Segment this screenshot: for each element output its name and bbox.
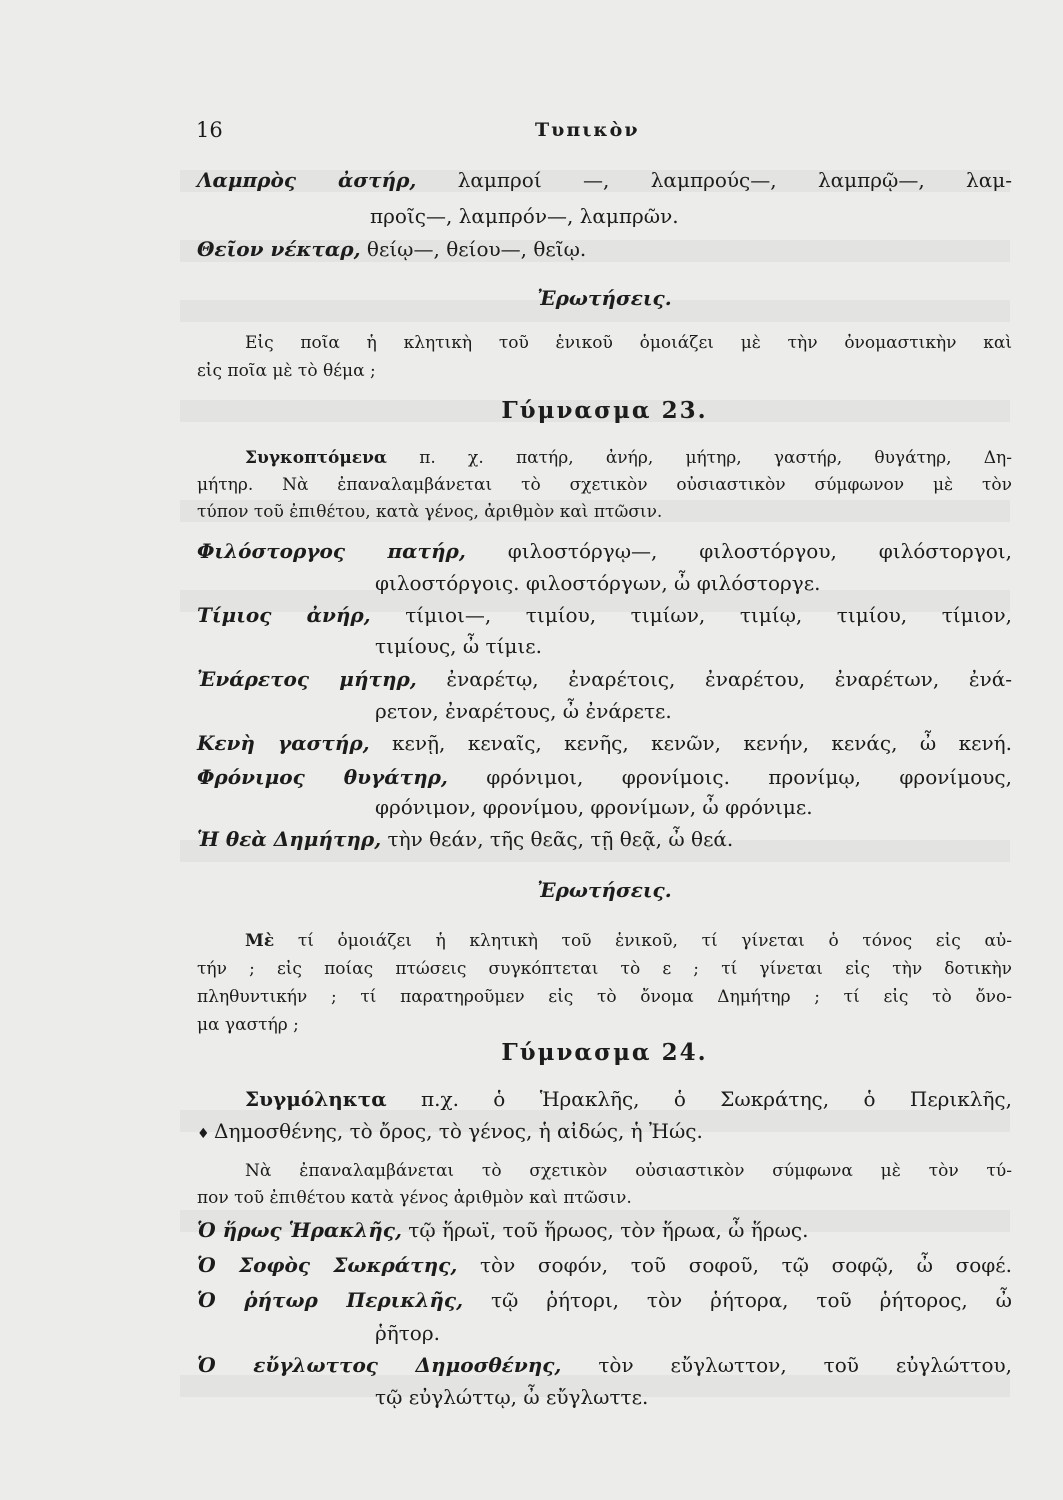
paradigm-forms: τῷ ἥρωϊ, τοῦ ἥρωος, τὸν ἥρωα, ὦ ἥρως. [401,1218,809,1242]
paradigm-term: Λαμπρὸς ἀστήρ, [197,168,417,192]
paradigm-line [197,1287,1012,1313]
instruction-line [245,445,1012,471]
bullet-mark: ♦ [197,1126,215,1142]
instruction-line: μήτηρ. Νὰ ἐπαναλαμβάνεται τὸ σχετικὸν οὐσιαστικὸν σύμφωνον μὲ τὸν [197,475,1012,495]
paradigm-forms: φρόνιμοι, φρονίμοις. προνίμῳ, φρονίμους, [447,765,1012,789]
paradigm-forms: λαμπροί —, λαμπρούς—, λαμπρῷ—, λαμ- [416,168,1012,192]
paradigm-continuation: προῖς—, λαμπρόν—, λαμπρῶν. [370,204,679,228]
exercise-heading: Γύμνασμα 23. [501,397,708,424]
instruction-term: Συγκοπτόμενα [245,448,387,468]
question-text: τί ὁμοιάζει ἡ κλητικὴ τοῦ ἑνικοῦ, τί γίνεται ὁ τόνος εἰς αὐ- [274,931,1012,951]
questions-heading: Ἐρωτήσεις. [537,286,672,310]
instruction-line [245,1086,1012,1112]
paradigm-continuation: ρετον, ἐναρέτους, ὦ ἐνάρετε. [375,699,672,723]
paradigm-forms: φιλοστόργῳ—, φιλοστόργου, φιλόστοργοι, [465,539,1012,563]
paradigm-forms: τὸν σοφόν, τοῦ σοφοῦ, τῷ σοφῷ, ὦ σοφέ. [457,1253,1013,1277]
paradigm-term: Θεῖον νέκταρ, [197,237,361,261]
question-line: τήν ; εἰς ποίας πτώσεις συγκόπτεται τὸ ε ; τί γίνεται εἰς τὴν δοτικὴν [197,959,1012,979]
question-line: εἰς ποῖα μὲ τὸ θέμα ; [197,361,376,381]
question-line: μα γαστήρ ; [197,1015,299,1035]
exercise-heading: Γύμνασμα 24. [501,1039,708,1066]
instruction-line: τύπον τοῦ ἐπιθέτου, κατὰ γένος, ἀριθμὸν καὶ πτῶσιν. [197,502,663,522]
paradigm-line [197,236,1012,262]
paradigm-term: Ὁ Σοφὸς Σωκράτης, [197,1253,458,1277]
paradigm-forms: κενῇ, κεναῖς, κενῆς, κενῶν, κενήν, κενάς, ὦ κενή. [369,731,1012,755]
instruction-line [197,1118,1012,1147]
running-header: Τυπικὸν [535,119,640,141]
instruction-text: π.χ. ὁ Ἡρακλῆς, ὁ Σωκράτης, ὁ Περικλῆς, [386,1087,1012,1111]
instruction-text: Δημοσθένης, τὸ ὄρος, τὸ γένος, ἡ αἰδώς, ἡ Ἠώς. [214,1119,703,1143]
paradigm-term: Ὁ ῥήτωρ Περικλῆς, [197,1288,464,1312]
instruction-term: Συγμόληκτα [245,1087,387,1111]
paradigm-term: Φρόνιμος θυγάτηρ, [197,765,448,789]
paradigm-term: Ἡ θεὰ Δημήτηρ, [197,827,382,851]
paradigm-line [197,1217,1012,1243]
paradigm-forms: θείῳ—, θείου—, θεῖῳ. [360,237,587,261]
paradigm-forms: τὸν εὔγλωττον, τοῦ εὐγλώττου, [561,1353,1012,1377]
instruction-text: π. χ. πατήρ, ἀνήρ, μήτηρ, γαστήρ, θυγάτηρ, Δη- [387,448,1012,468]
paradigm-continuation: φρόνιμον, φρονίμου, φρονίμων, ὦ φρόνιμε. [375,795,813,819]
questions-heading: Ἐρωτήσεις. [537,878,672,902]
paradigm-term: Κενὴ γαστήρ, [197,731,370,755]
paradigm-line [197,826,1012,852]
paradigm-line [197,167,1012,193]
instruction-line: πον τοῦ ἐπιθέτου κατὰ γένος ἀριθμὸν καὶ πτῶσιν. [197,1188,632,1208]
paradigm-continuation: ῥῆτορ. [375,1321,440,1345]
paradigm-line [197,1252,1012,1278]
paradigm-forms: τίμιοι—, τιμίου, τιμίων, τιμίῳ, τιμίου, τίμιον, [370,603,1012,627]
paradigm-line [197,1352,1012,1378]
paradigm-term: Φιλόστοργος πατήρ, [197,539,466,563]
paradigm-line [197,602,1012,628]
paradigm-term: Ἐνάρετος μήτηρ, [197,667,417,691]
question-line: πληθυντικήν ; τί παρατηροῦμεν εἰς τὸ ὄνομα Δημήτηρ ; τί εἰς τὸ ὄνο- [197,987,1012,1007]
paradigm-forms: ἐναρέτῳ, ἐναρέτοις, ἐναρέτου, ἐναρέτων, ἐνά- [416,667,1012,691]
instruction-line: Νὰ ἐπαναλαμβάνεται τὸ σχετικὸν οὐσιαστικὸν σύμφωνα μὲ τὸν τύ- [245,1161,1012,1181]
paradigm-line [197,730,1012,756]
paradigm-term: Ὁ εὔγλωττος Δημοσθένης, [197,1353,562,1377]
paradigm-forms: τὴν θεάν, τῆς θεᾶς, τῇ θεᾷ, ὦ θεά. [381,827,734,851]
paradigm-line [197,538,1012,564]
paradigm-continuation: τιμίους, ὦ τίμιε. [375,634,542,658]
question-line: Εἰς ποῖα ἡ κλητικὴ τοῦ ἑνικοῦ ὁμοιάζει μὲ τὴν ὀνομαστικὴν καὶ [245,333,1012,353]
paradigm-continuation: τῷ εὐγλώττῳ, ὦ εὔγλωττε. [375,1385,649,1409]
paradigm-term: Ὁ ἥρως Ἡρακλῆς, [197,1218,402,1242]
paradigm-term: Τίμιος ἀνήρ, [197,603,371,627]
paradigm-line [197,764,1012,790]
question-lead: Μὲ [245,931,275,951]
page-number: 16 [196,118,223,142]
paradigm-line [197,666,1012,692]
paradigm-forms: τῷ ῥήτορι, τὸν ῥήτορα, τοῦ ῥήτορος, ὦ [463,1288,1012,1312]
paradigm-continuation: φιλοστόργοις. φιλοστόργων, ὦ φιλόστοργε. [375,571,821,595]
question-line [245,928,1012,954]
